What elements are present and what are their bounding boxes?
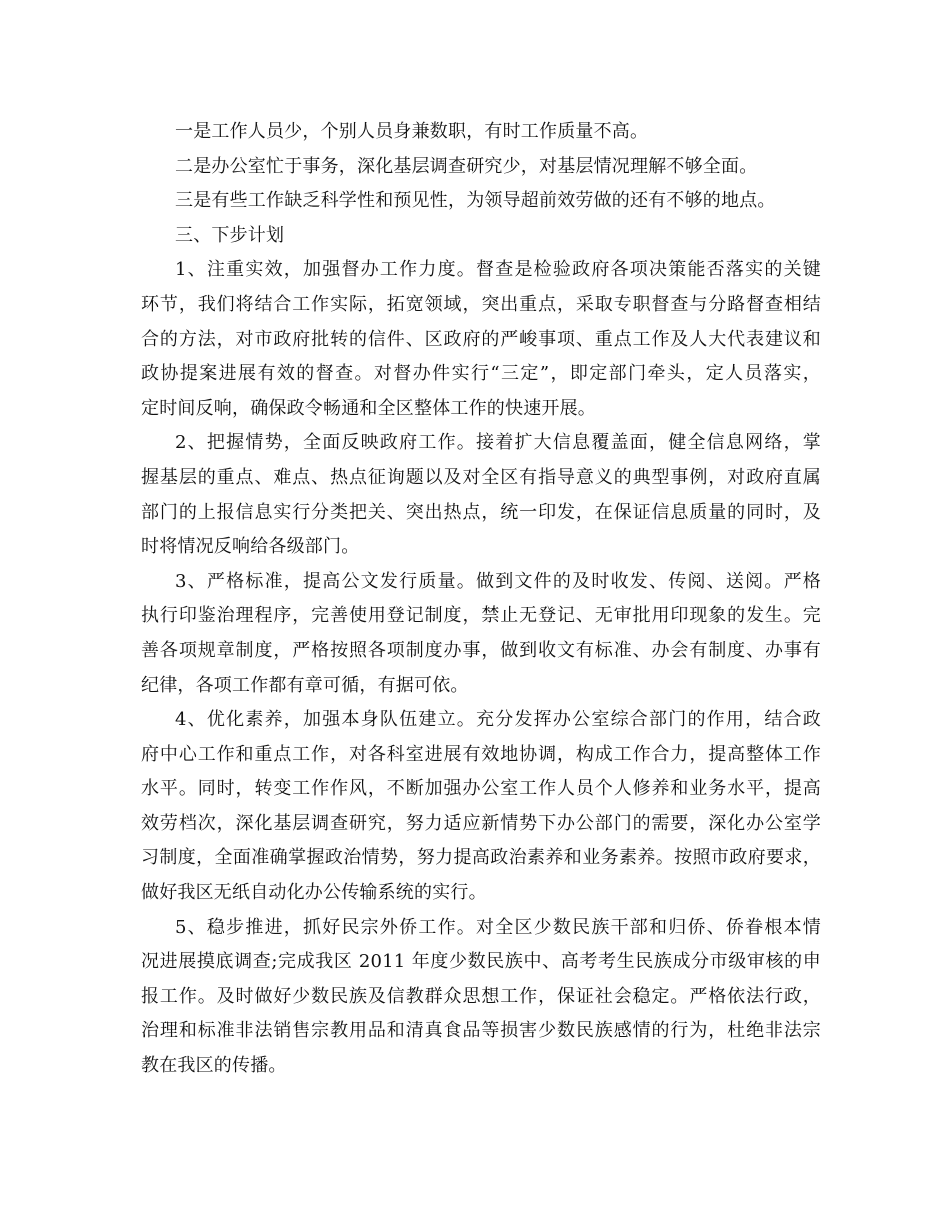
text-line: 部门的上报信息实行分类把关、突出热点，统一印发，在保证信息质量的同时，及 [141, 501, 821, 523]
text-line: 时将情况反响给各级部门。 [141, 536, 360, 558]
text-line: 一是工作人员少，个别人员身兼数职，有时工作质量不高。 [175, 121, 649, 142]
text-line: 习制度，全面准确掌握政治情势，努力提高政治素养和业务素养。按照市政府要求， [141, 847, 821, 869]
text-line: 府中心工作和重点工作，对各科室进展有效地协调，构成工作合力，提高整体工作 [141, 743, 821, 765]
text-line: 况进展摸底调查;完成我区 2011 年度少数民族中、高考考生民族成分市级审核的申 [141, 951, 821, 973]
text-line: 环节，我们将结合工作实际，拓宽领域，突出重点，采取专职督查与分路督查相结 [141, 293, 821, 315]
text-line: 效劳档次，深化基层调查研究，努力适应新情势下办公部门的需要，深化办公室学 [141, 812, 821, 834]
text-line: 纪律，各项工作都有章可循，有据可依。 [141, 674, 469, 696]
text-line: 握基层的重点、难点、热点征询题以及对全区有指导意义的典型事例，对政府直属 [141, 466, 821, 488]
text-line: 定时间反响，确保政令畅通和全区整体工作的快速开展。 [141, 397, 596, 419]
text-line: 政协提案进展有效的督查。对督办件实行“三定”，即定部门牵头，定人员落实， [141, 363, 821, 385]
text-line: 3、严格标准，提高公文发行质量。做到文件的及时收发、传阅、送阅。严格 [175, 570, 821, 592]
text-line: 三是有些工作缺乏科学性和预见性，为领导超前效劳做的还有不够的地点。 [175, 190, 776, 212]
text-line: 报工作。及时做好少数民族及信教群众思想工作，保证社会稳定。严格依法行政， [141, 985, 821, 1007]
text-line: 做好我区无纸自动化办公传输系统的实行。 [141, 882, 487, 904]
text-line: 三、下步计划 [175, 224, 285, 246]
text-line: 2、把握情势，全面反映政府工作。接着扩大信息覆盖面，健全信息网络，掌 [175, 432, 821, 454]
text-line: 4、优化素养，加强本身队伍建立。充分发挥办公室综合部门的作用，结合政 [175, 709, 821, 731]
text-line: 合的方法，对市政府批转的信件、区政府的严峻事项、重点工作及人大代表建议和 [141, 328, 821, 350]
text-line: 治理和标准非法销售宗教用品和清真食品等损害少数民族感情的行为，杜绝非法宗 [141, 1020, 821, 1042]
text-line: 二是办公室忙于事务，深化基层调查研究少，对基层情况理解不够全面。 [175, 155, 758, 177]
text-line: 执行印鉴治理程序，完善使用登记制度，禁止无登记、无审批用印现象的发生。完 [141, 605, 821, 627]
text-line: 教在我区的传播。 [141, 1055, 287, 1077]
text-line: 善各项规章制度，严格按照各项制度办事，做到收文有标准、办会有制度、办事有 [141, 639, 821, 661]
text-line: 1、注重实效，加强督办工作力度。督查是检验政府各项决策能否落实的关键 [175, 259, 821, 281]
text-line: 水平。同时，转变工作作风，不断加强办公室工作人员个人修养和业务水平，提高 [141, 778, 821, 800]
document-body [141, 115, 821, 1084]
text-line: 5、稳步推进，抓好民宗外侨工作。对全区少数民族干部和归侨、侨眷根本情 [175, 916, 821, 938]
